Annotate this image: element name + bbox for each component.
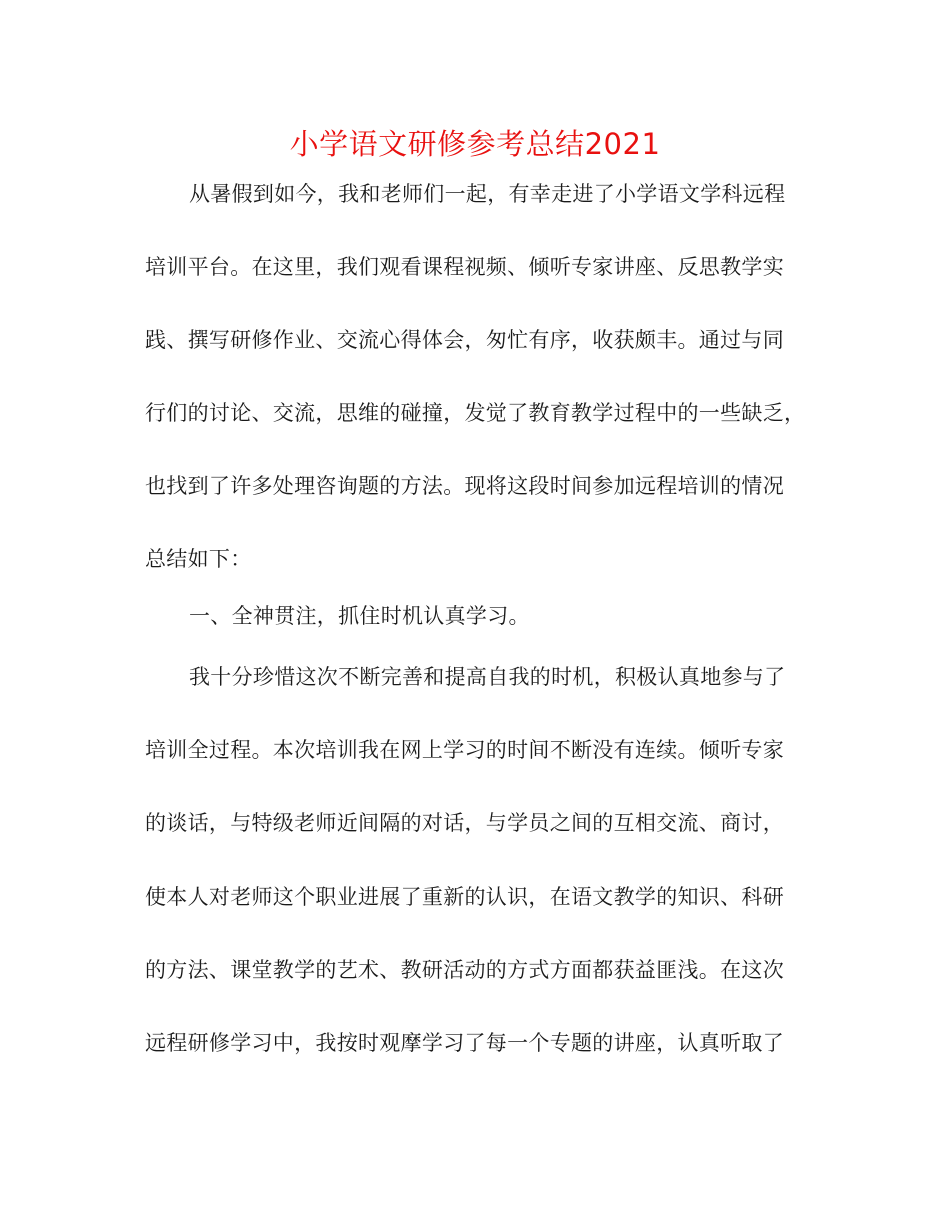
paragraph-line: 也找到了许多处理咨询题的方法。现将这段时间参加远程培训的情况 bbox=[145, 474, 784, 498]
paragraph-line: 践、撰写研修作业、交流心得体会，匆忙有序，收获颇丰。通过与同 bbox=[145, 328, 784, 352]
paragraph-line: 总结如下： bbox=[145, 547, 252, 571]
paragraph-line: 从暑假到如今，我和老师们一起，有幸走进了小学语文学科远程 bbox=[189, 182, 786, 206]
document-title: 小学语文研修参考总结2021 bbox=[289, 127, 661, 161]
paragraph-line: 远程研修学习中，我按时观摩学习了每一个专题的讲座，认真听取了 bbox=[145, 1031, 784, 1055]
paragraph-line: 培训全过程。本次培训我在网上学习的时间不断没有连续。倾听专家 bbox=[145, 738, 784, 762]
paragraph-line: 的谈话，与特级老师近间隔的对话，与学员之间的互相交流、商讨， bbox=[145, 811, 784, 835]
paragraph-line: 的方法、课堂教学的艺术、教研活动的方式方面都获益匪浅。在这次 bbox=[145, 958, 784, 982]
paragraph-line: 我十分珍惜这次不断完善和提高自我的时机，积极认真地参与了 bbox=[189, 665, 786, 689]
paragraph-line: 培训平台。在这里，我们观看课程视频、倾听专家讲座、反思教学实 bbox=[145, 255, 784, 279]
paragraph-line: 使本人对老师这个职业进展了重新的认识，在语文教学的知识、科研 bbox=[145, 885, 784, 909]
section-heading: 一、全神贯注，抓住时机认真学习。 bbox=[189, 604, 530, 628]
paragraph-line: 行们的讨论、交流，思维的碰撞，发觉了教育教学过程中的一些缺乏， bbox=[145, 401, 806, 425]
